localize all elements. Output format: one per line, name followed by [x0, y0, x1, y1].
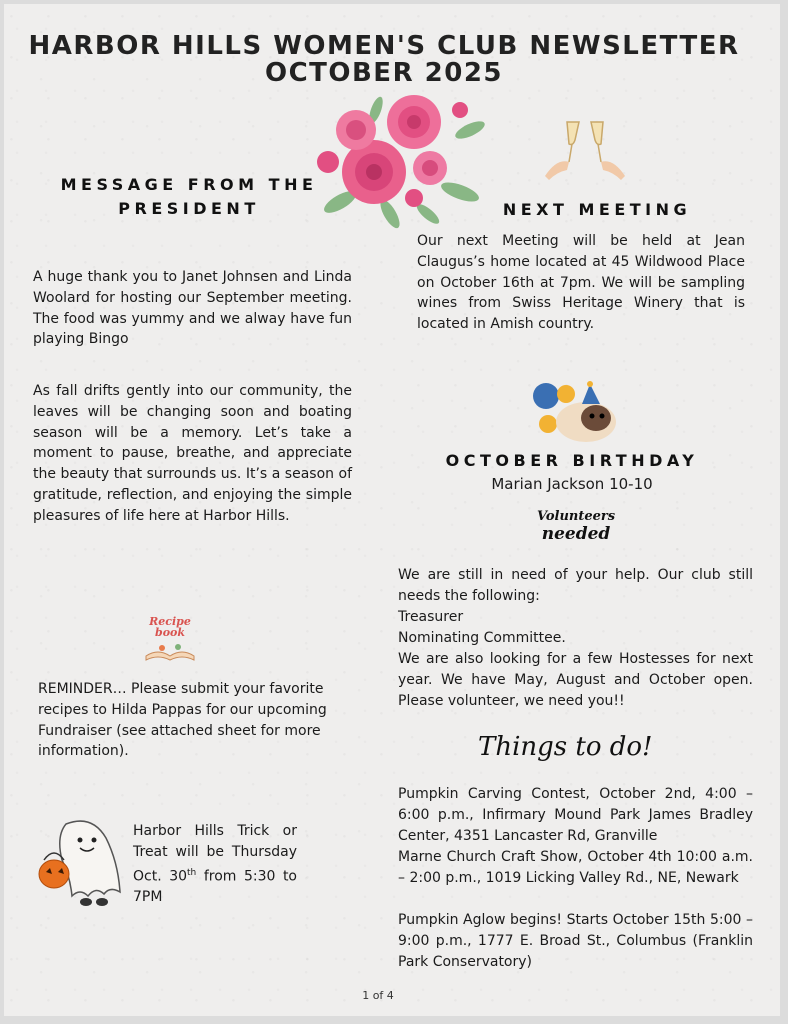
things-to-do-heading: Things to do! — [478, 732, 653, 762]
trick-text-after: from 5:30 to 7PM — [133, 868, 297, 906]
things-item-craft-show: Marne Church Craft Show, October 4th 10:00 a.m. – 2:00 p.m., 1019 Licking Valley Rd., NE, Newark — [398, 849, 753, 886]
next-meeting-heading: NEXT MEETING — [502, 200, 692, 219]
volunteers-item-nominating: Nominating Committee. — [398, 630, 566, 646]
president-paragraph-2: As fall drifts gently into our community, the leaves will be changing soon and boating season will be a memory. Let’s take a moment to pause, breathe, and appreciate the beauty that surrounds us. It’s a season of gratitude, reflection, and enjoying the simple pleasures of life here at Harbor Hills. — [33, 383, 352, 524]
birthday-name: Marian Jackson 10-10 — [491, 475, 653, 493]
things-item-pumpkin-aglow: Pumpkin Aglow begins! Starts October 15th 5:00 – 9:00 p.m., 1777 E. Broad St., Columbus (Franklin Park Conservatory) — [398, 912, 753, 970]
open-book-icon — [142, 638, 198, 664]
volunteers-intro-text: We are still in need of your help. Our club still needs the following: — [398, 567, 753, 604]
president-heading-line2: PRESIDENT — [118, 199, 260, 218]
volunteers-badge-line2: needed — [541, 524, 611, 544]
volunteers-needed-badge — [528, 509, 624, 543]
trick-superscript: th — [187, 867, 197, 878]
newsletter-title-line1: HARBOR HILLS WOMEN'S CLUB NEWSLETTER — [28, 31, 740, 61]
president-paragraph-1: A huge thank you to Janet Johnsen and Linda Woolard for hosting our September meeting. The food was yummy and we alway have fun playing Bingo — [33, 269, 352, 348]
ghost-pumpkin-illustration — [36, 816, 128, 908]
next-meeting-text: Our next Meeting will be held at Jean Claugus’s home located at 45 Wildwood Place on October 16th at 7pm. We will be sampling wines from Swiss Heritage Winery that is located in Amish country. — [417, 233, 745, 333]
recipe-book-icon — [142, 616, 198, 668]
trick-or-treat-text — [133, 821, 297, 908]
champagne-toast-icon — [539, 118, 631, 184]
recipe-badge-line1: Recipe — [149, 615, 191, 628]
things-item-pumpkin-carving: Pumpkin Carving Contest, October 2nd, 4:00 – 6:00 p.m., Infirmary Mound Park James Bradley Center, 4351 Lancaster Rd, Granville — [398, 786, 753, 844]
newsletter-title-line2: OCTOBER 2025 — [264, 58, 504, 88]
volunteers-item-treasurer: Treasurer — [398, 609, 464, 625]
birthday-pug-balloons-illustration — [528, 378, 624, 446]
trick-text-before: Harbor Hills Trick or Treat will be Thursday Oct. 30 — [133, 823, 297, 885]
birthday-heading: OCTOBER BIRTHDAY — [445, 451, 699, 470]
recipe-badge-line2: book — [155, 626, 185, 639]
recipe-reminder-text: REMINDER… Please submit your favorite recipes to Hilda Pappas for our upcoming Fundraiser (see attached sheet for more information). — [38, 681, 327, 760]
volunteers-closing-text: We are also looking for a few Hostesses for next year. We have May, August and October open. Please volunteer, we need you!! — [398, 651, 753, 709]
president-heading-line1: MESSAGE FROM THE — [60, 175, 318, 194]
volunteers-badge-line1: Volunteers — [536, 509, 616, 524]
newsletter-page — [4, 4, 780, 1016]
page-number: 1 of 4 — [362, 989, 394, 1002]
